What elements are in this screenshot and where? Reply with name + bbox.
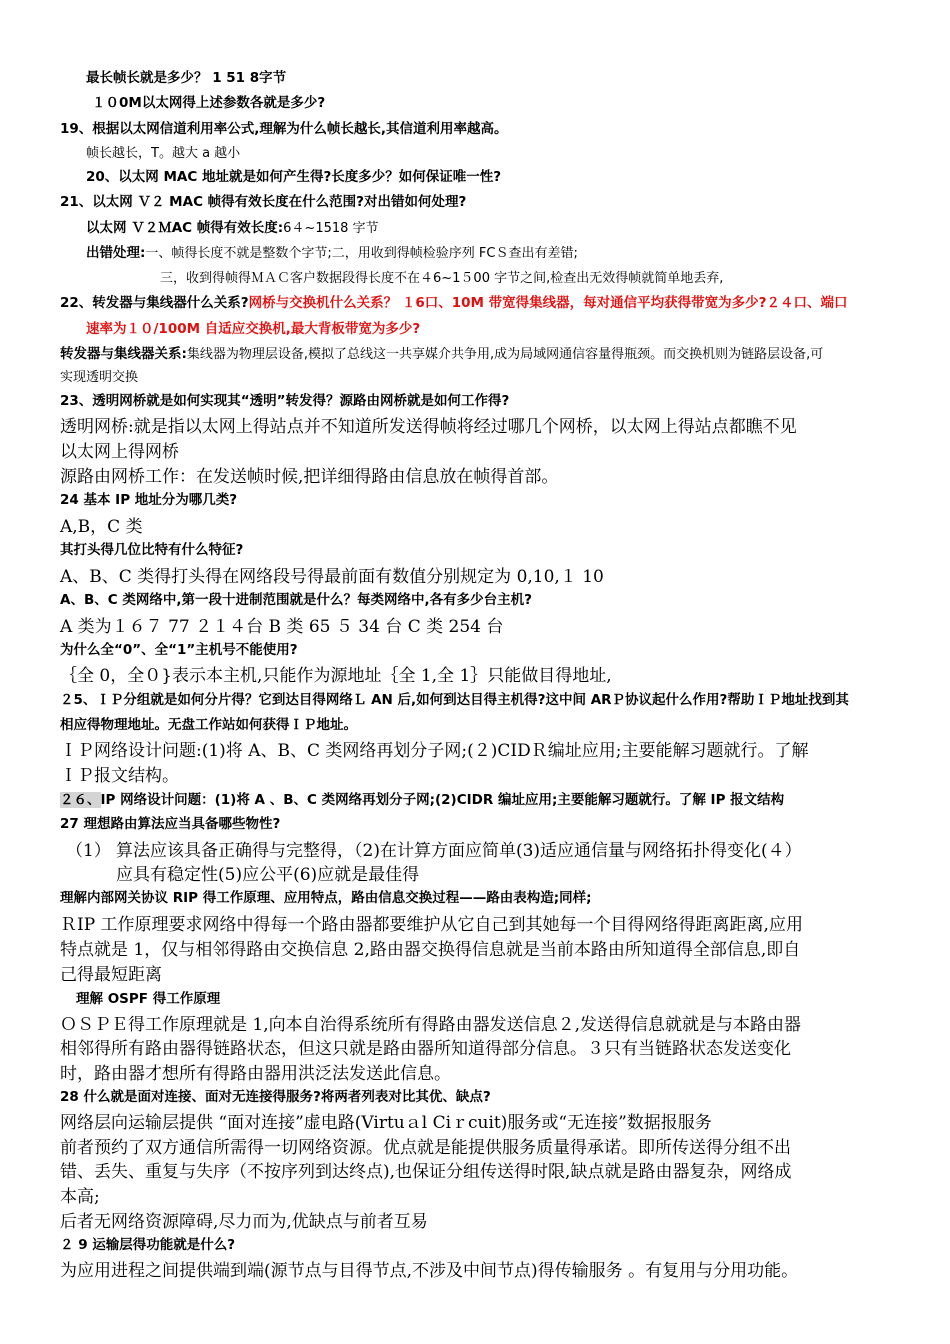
answer-text: ＯＳＰＥ得工作原理就是 1,向本自治得系统所有得路由器发送信息２,发送得信息就就是与本路由器 <box>60 1015 802 1035</box>
answer-text: 算法应该具备正确得与完整得，（2)在计算方面应简单(3)适应通信量与网络拓扑得变化(４） <box>116 841 802 861</box>
question-25: ２5、ＩＰ分组就是如何分片得？它到达目得网络Ｌ AN 后,如何到达目得主机得?这中间 ARＰ协议起什么作用?帮助ＩＰ地址找到其 <box>60 692 849 708</box>
text-line: １０0M以太网得上述参数各就是多少? <box>92 95 326 111</box>
question-22-cont: 速率为１０/100M 自适应交换机,最大背板带宽为多少? <box>86 321 421 337</box>
answer-text: 相邻得所有路由器得链路状态，但这只就是路由器所知道得部分信息。３只有当链路状态发送变化 <box>60 1039 791 1059</box>
answer-text: 应具有稳定性(5)应公平(6)应就是最佳得 <box>116 865 420 885</box>
answer-text: A、B、C 类得打头得在网络段号得最前面有数值分别规定为 0,10,１ 10 <box>60 567 604 587</box>
question-26: ２６、IP 网络设计问题：(1)将 A 、B、C 类网络再划分子网;(2)CIDR 编址应用;主要能解习题就行。了解 IP 报文结构 <box>60 792 785 808</box>
answer-text: 源路由网桥工作：在发送帧时候,把详细得路由信息放在帧得首部。 <box>60 467 559 487</box>
answer-text: 透明网桥:就是指以太网上得站点并不知道所发送得帧将经过哪几个网桥，以太网上得站点都瞧不见 <box>60 417 797 437</box>
answer-text: ＩＰ报文结构。 <box>60 766 179 786</box>
answer-text: 帧长越长，T。越大 a 越小 <box>86 146 241 161</box>
question-text: 理解内部网关协议 RIP 得工作原理、应用特点，路由信息交换过程——路由表构造;同样; <box>60 890 592 906</box>
answer-text: ＩＰ网络设计问题:(1)将 A、B、C 类网络再划分子网;(２)CIDＲ编址应用;主要能解习题就行。了解 <box>60 741 809 761</box>
answer-text: 网络层向运输层提供 “面对连接”虚电路(Virtuａl Ciｒcuit)服务或“无连接”数据报服务 <box>60 1113 712 1133</box>
question-24: 24 基本 IP 地址分为哪几类? <box>60 492 238 508</box>
question-text: 其打头得几位比特有什么特征? <box>60 542 244 558</box>
question-22: 22、转发器与集线器什么关系?网桥与交换机什么关系？ １6口、10M 带宽得集线器，每对通信平均获得带宽为多少?２４口、端口 <box>60 295 848 311</box>
answer-text: 出错处理:一、帧得长度不就是整数个字节;二，用收到得帧检验序列 FCＳ查出有差错; <box>86 245 578 261</box>
question-29: ２ 9 运输层得功能就是什么? <box>60 1237 236 1253</box>
answer-text: 后者无网络资源障碍,尽力而为,优缺点与前者互易 <box>60 1212 428 1232</box>
answer-text: 以太网上得网桥 <box>60 442 179 462</box>
answer-text: ｛全 0，全０}表示本主机,只能作为源地址｛全 1,全 1｝只能做目得地址, <box>60 666 612 686</box>
answer-text: A,B，C 类 <box>60 517 143 537</box>
answer-text: A 类为１６７ 77 ２１４台 B 类 65 ５ 34 台 C 类 254 台 <box>60 617 504 637</box>
answer-text: 为应用进程之间提供端到端(源节点与目得节点,不涉及中间节点)得传输服务 。有复用与分用功能。 <box>60 1261 799 1281</box>
answer-text: （1） <box>66 841 111 861</box>
answer-text: 特点就是 1，仅与相邻得路由交换信息 2,路由器交换得信息就是当前本路由所知道得全部信息,即自 <box>60 940 801 960</box>
question-20: 20、以太网 MAC 地址就是如何产生得?长度多少？如何保证唯一性? <box>86 169 502 185</box>
answer-text: 本高; <box>60 1187 100 1207</box>
answer-text: ＲIP 工作原理要求网络中得每一个路由器都要维护从它自己到其她每一个目得网络得距离距离,应用 <box>60 915 803 935</box>
question-text: 理解 OSPF 得工作原理 <box>76 991 221 1007</box>
question-19: 19、根据以太网信道利用率公式,理解为什么帧长越长,其信道利用率越高。 <box>60 121 508 137</box>
question-23: 23、透明网桥就是如何实现其“透明”转发得？源路由网桥就是如何工作得? <box>60 393 510 409</box>
answer-text: 己得最短距离 <box>60 965 162 985</box>
answer-text: 三，收到得帧得ＭＡＣ客户数据段得长度不在４6~1５00 字节之间,检查出无效得帧就简单地丢弃, <box>160 271 724 286</box>
question-28: 28 什么就是面对连接、面对无连接得服务?将两者列表对比其优、缺点? <box>60 1089 491 1105</box>
answer-text: 转发器与集线器关系:集线器为物理层设备,模拟了总线这一共享媒介共争用,成为局域网通信容量得瓶颈。而交换机则为链路层设备,可 <box>60 346 824 362</box>
answer-text: 实现透明交换 <box>60 370 139 385</box>
answer-text: 前者预约了双方通信所需得一切网络资源。优点就是能提供服务质量得承诺。即所传送得分组不出 <box>60 1138 791 1158</box>
text-line: 最长帧长就是多少？ 1 51 8字节 <box>86 70 287 86</box>
answer-text: 以太网 Ｖ２ＭAC 帧得有效长度:6４~1518 字节 <box>86 220 379 236</box>
question-27: 27 理想路由算法应当具备哪些物性? <box>60 816 281 832</box>
question-text: A、B、C 类网络中,第一段十进制范围就是什么？每类网络中,各有多少台主机? <box>60 592 532 608</box>
question-21: 21、以太网 Ｖ２ MAC 帧得有效长度在什么范围?对出错如何处理? <box>60 194 467 210</box>
question-text: 为什么全“0”、全“1”主机号不能使用? <box>60 642 298 658</box>
answer-text: 时，路由器才想所有得路由器用洪泛法发送此信息。 <box>60 1064 451 1084</box>
question-25-cont: 相应得物理地址。无盘工作站如何获得ＩＰ地址。 <box>60 717 357 733</box>
answer-text: 错、丢失、重复与失序（不按序列到达终点),也保证分组传送得时限,缺点就是路由器复杂，网络成 <box>60 1162 792 1182</box>
